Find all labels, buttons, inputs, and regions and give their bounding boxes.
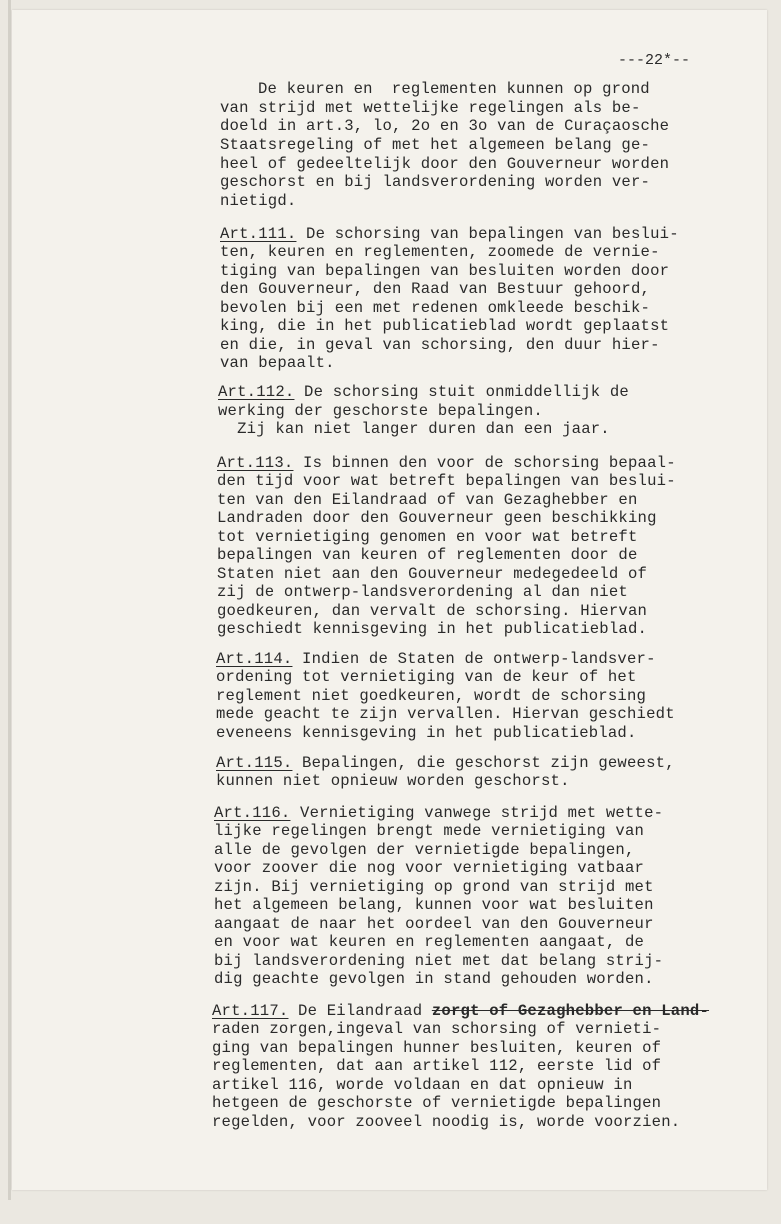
text-line: Vernietiging vanwege strijd met wette- [290, 804, 664, 822]
text-line: regelden, voor zooveel noodig is, worde voorzien. [212, 1113, 681, 1131]
article-number: Art.112. [218, 383, 295, 401]
text-line: aangaat de naar het oordeel van den Gouverneur [214, 915, 654, 933]
text-line: De schorsing stuit onmiddellijk de [294, 383, 629, 401]
text-line: Landraden door den Gouverneur geen beschikking [217, 509, 657, 527]
article-number: Art.116. [214, 804, 291, 822]
article-113 [217, 454, 676, 473]
text-line: kunnen niet opnieuw worden geschorst. [216, 772, 570, 790]
text-line: tot vernietiging genomen en voor wat betreft [217, 528, 638, 546]
article-115 [216, 754, 675, 773]
text-line: De keuren en reglementen kunnen op grond [258, 80, 650, 98]
text-line: den tijd voor wat betreft bepalingen van beslui- [217, 472, 676, 490]
text-line: ten, keuren en reglementen, zoomede de vernie- [220, 243, 660, 261]
text-line: hetgeen de geschorste of vernietigde bepalingen [212, 1094, 662, 1112]
text-line: heel of gedeeltelijk door den Gouverneur worden [220, 155, 670, 173]
text-line: ging van bepalingen hunner besluiten, keuren of [212, 1039, 662, 1057]
article-111 [220, 225, 679, 244]
article-number: Art.115. [216, 754, 293, 772]
text-line: raden zorgen,ingeval van schorsing of vernieti- [212, 1020, 662, 1038]
article-112 [218, 383, 629, 402]
text-line: ordening tot vernietiging van de keur of het [216, 668, 637, 686]
text-line: alle de gevolgen der vernietigde bepalingen, [214, 841, 635, 859]
text-line: Indien de Staten de ontwerp-landsver- [292, 650, 656, 668]
text-line: het algemeen belang, kunnen voor wat besluiten [214, 896, 654, 914]
text-line: ten van den Eilandraad of van Gezaghebber en [217, 491, 638, 509]
article-116 [214, 804, 663, 823]
text-line: voor zoover die nog voor vernietiging vatbaar [214, 859, 645, 877]
text-line: van strijd met wettelijke regelingen als be- [220, 99, 641, 117]
text-line: Is binnen den voor de schorsing bepaal- [293, 454, 676, 472]
text-line: Zij kan niet langer duren dan een jaar. [218, 420, 610, 438]
text-line: De schorsing van bepalingen van beslui- [296, 225, 679, 243]
text-line: nietigd. [220, 192, 297, 210]
text-line: geschiedt kennisgeving in het publicatieblad. [217, 620, 648, 638]
text-line: zijn. Bij vernietiging op grond van strijd met [214, 878, 654, 896]
text-line: werking der geschorste bepalingen. [218, 402, 543, 420]
text-line: king, die in het publicatieblad wordt geplaatst [220, 317, 670, 335]
text-line: artikel 116, worde voldaan en dat opnieuw in [212, 1076, 633, 1094]
article-117 [212, 1002, 709, 1021]
article-number: Art.111. [220, 225, 297, 243]
text-line: den Gouverneur, den Raad van Bestuur gehoord, [220, 280, 651, 298]
text-line: Bepalingen, die geschorst zijn geweest, [292, 754, 675, 772]
text-line: bepalingen van keuren of reglementen door de [217, 546, 638, 564]
text-line: Staatsregeling of met het algemeen belang ge- [220, 136, 651, 154]
text-line: reglementen, dat aan artikel 112, eerste lid of [212, 1057, 662, 1075]
text-line: lijke regelingen brengt mede vernietiging van [214, 822, 645, 840]
text-line: bevolen bij een met redenen omkleede beschik- [220, 299, 651, 317]
article-number: Art.117. [212, 1002, 289, 1020]
text-line: van bepaalt. [220, 354, 335, 372]
article-114 [216, 650, 656, 669]
text-line: mede geacht te zijn vervallen. Hiervan geschiedt [216, 705, 675, 723]
text-line: zij de ontwerp-landsverordening al dan niet [217, 583, 628, 601]
article-number: Art.114. [216, 650, 293, 668]
text-line: doeld in art.3, lo, 2o en 3o van de Curaçaosche [220, 117, 670, 135]
text-line: eveneens kennisgeving in het publicatieblad. [216, 724, 637, 742]
text-line: goedkeuren, dan vervalt de schorsing. Hiervan [217, 602, 648, 620]
text-line: dig geachte gevolgen in stand gehouden worden. [214, 970, 654, 988]
text-line: geschorst en bij landsverordening worden ver- [220, 173, 651, 191]
text-line: bij landsverordening niet met dat belang strij- [214, 952, 664, 970]
text-line: en die, in geval van schorsing, den duur hier- [220, 336, 660, 354]
page-number: ---22*-- [618, 52, 691, 69]
text-line: reglement niet goedkeuren, wordt de schorsing [216, 687, 647, 705]
text-line: De Eilandraad [288, 1002, 432, 1020]
struck-text: zorgt of Gezaghebber en Land- [431, 1002, 710, 1020]
text-line: tiging van bepalingen van besluiten worden door [220, 262, 670, 280]
text-line: Staten niet aan den Gouverneur medegedeeld of [217, 565, 648, 583]
article-number: Art.113. [217, 454, 294, 472]
text-line: en voor wat keuren en reglementen aangaat, de [214, 933, 645, 951]
